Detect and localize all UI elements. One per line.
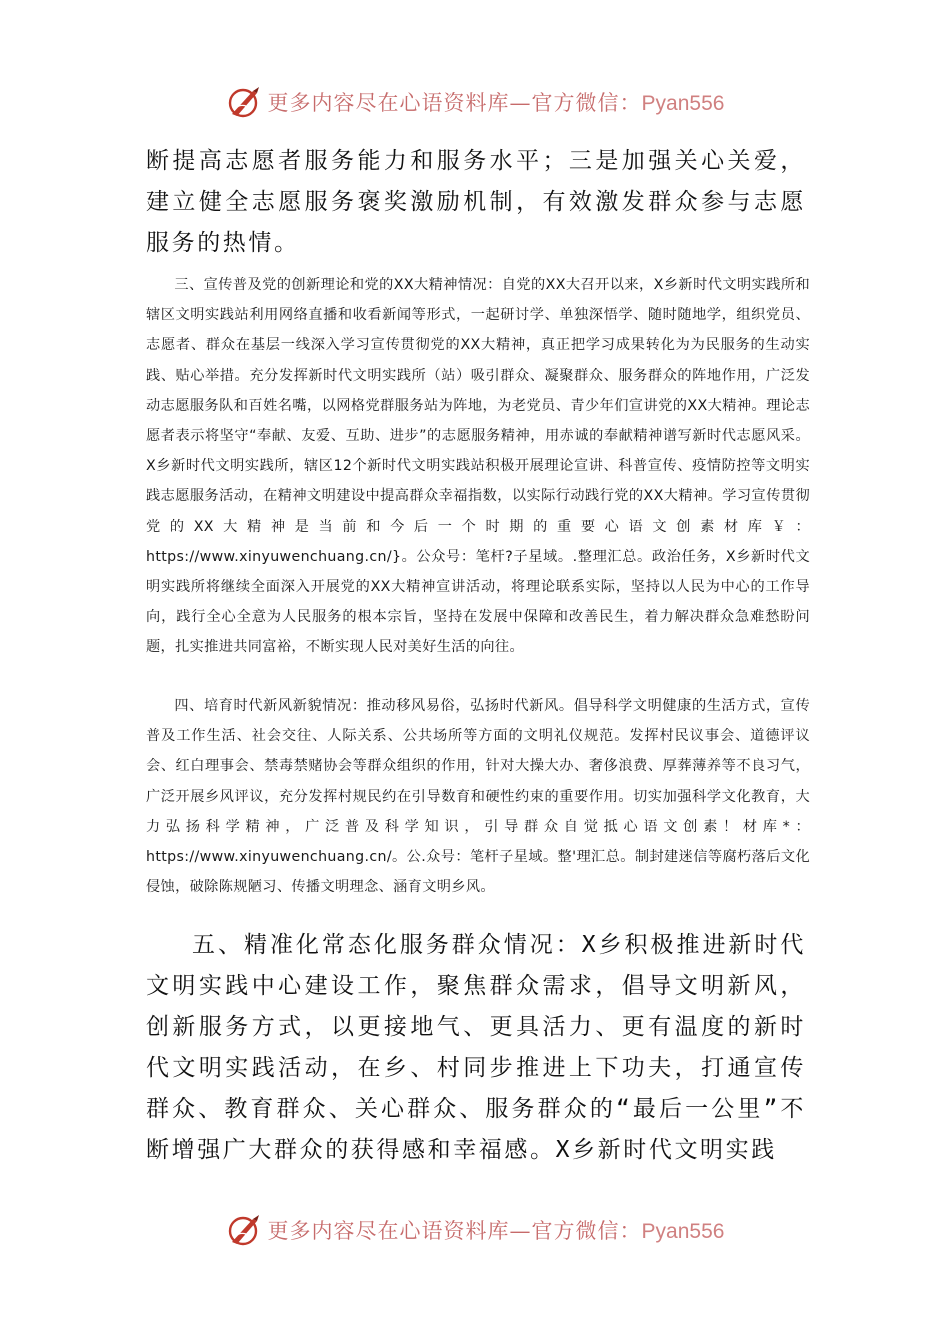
paragraph-section-four: 四、培育时代新风新貌情况：推动移风易俗，弘扬时代新风。倡导科学文明健康的生活方式，宣传普及工作生活、社会交往、人际关系、公共场所等方面的文明礼仪规范。发挥村民议事会、道德评议会、红白理事会、禁毒禁赌协会等群众组织的作用，针对大操大办、奢侈浪费、厚葬薄养等不良习气，广泛开展乡风评议，充分发挥村规民约在引导数育和硬性约束的重要作用。切实加强科学文化教育，大力弘扬科学精神，广泛普及科学知识，引导群众自觉抵心语文创素！材库*：https://www.xinyuwenchuang.cn/。公.众号：笔杆子星域。整'理汇总。制封建迷信等腐朽落后文化侵蚀，破除陈规陋习、传播文明理念、涵育文明乡风。 bbox=[146, 698, 810, 896]
paragraph-section-five: 五、精准化常态化服务群众情况：X乡积极推进新时代文明实践中心建设工作，聚焦群众需求，倡导文明新风，创新服务方式，以更接地气、更具活力、更有温度的新时代文明实践活动，在乡、村同步推进上下功夫，打通宣传群众、教育群众、关心群众、服务群众的“最后一公里”不断增强广大群众的获得感和幸福感。X乡新时代文明实践 bbox=[146, 932, 806, 1163]
watermark-label: 更多内容尽在心语资料库—官方微信： bbox=[267, 1219, 642, 1243]
watermark-text bbox=[268, 1215, 725, 1245]
pen-seal-icon bbox=[226, 1212, 262, 1248]
footer-watermark-banner bbox=[0, 1210, 950, 1250]
paragraph-volunteer-continued: 断提高志愿者服务能力和服务水平；三是加强关心关爱，建立健全志愿服务褒奖激励机制，有效激发群众参与志愿服务的热情。 bbox=[146, 148, 806, 256]
watermark-wechat-id: Pyan556 bbox=[641, 92, 725, 115]
watermark-wechat-id: Pyan556 bbox=[641, 1220, 725, 1243]
watermark-label: 更多内容尽在心语资料库—官方微信： bbox=[267, 91, 642, 115]
paragraph-section-three: 三、宣传普及党的创新理论和党的XX大精神情况：自党的XX大召开以来，X乡新时代文明实践所和辖区文明实践站利用网络直播和收看新闻等形式，一起研讨学、单独深悟学、随时随地学，组织党员、志愿者、群众在基层一线深入学习宣传贯彻党的XX大精神，真正把学习成果转化为为民服务的生动实践、贴心举措。充分发挥新时代文明实践所（站）吸引群众、凝聚群众、服务群众的阵地作用，广泛发动志愿服务队和百姓名嘴，以网格党群服务站为阵地，为老党员、青少年们宣讲党的XX大精神。理论志愿者表示将坚守“奉献、友爱、互助、进步”的志愿服务精神，用赤诚的奉献精神谱写新时代志愿风采。X乡新时代文明实践所，辖区12个新时代文明实践站积极开展理论宣讲、科普宣传、疫情防控等文明实践志愿服务活动，在精神文明建设中提高群众幸福指数，以实际行动践行党的XX大精神。学习宣传贯彻党的XX大精神是当前和今后一个时期的重要心语文创素材库￥：https://www.xinyuwenchuang.cn/}。公众号：笔杆?子星域。.整理汇总。政治任务，X乡新时代文明实践所将继续全面深入开展党的XX大精神宣讲活动，将理论联系实际，坚持以人民为中心的工作导向，践行全心全意为人民服务的根本宗旨，坚持在发展中保障和改善民生，着力解决群众急难愁盼问题，扎实推进共同富裕，不断实现人民对美好生活的向往。 bbox=[146, 277, 810, 656]
